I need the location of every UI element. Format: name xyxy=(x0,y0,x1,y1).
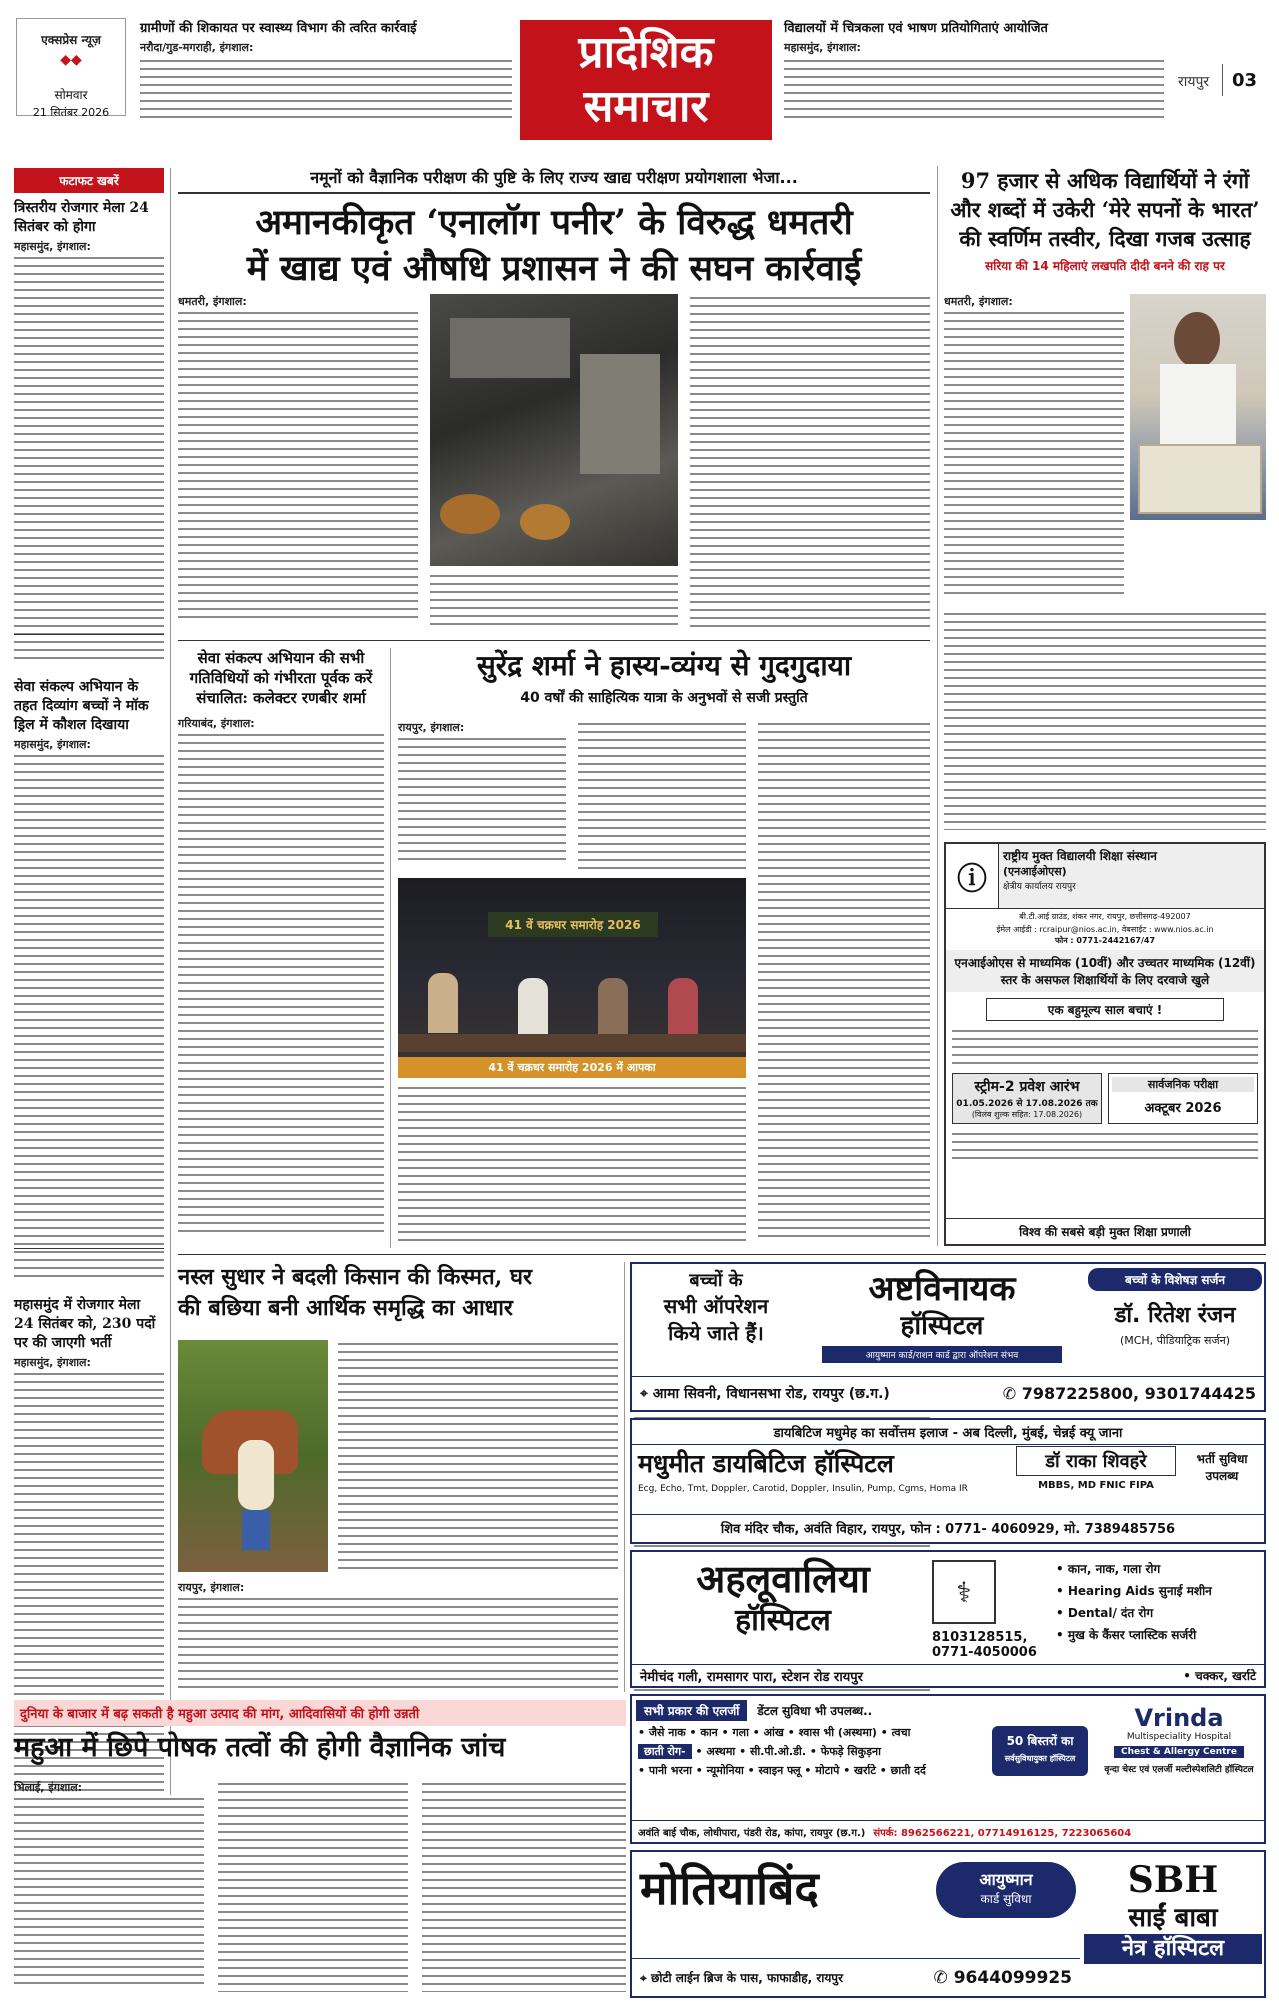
brand-box xyxy=(16,18,126,119)
top-left-story-body xyxy=(140,57,512,121)
mahua-kicker: दुनिया के बाजार में बढ़ सकती है महुआ उत्पाद की मांग, आदिवासियों की होगी उन्नती xyxy=(14,1700,626,1726)
ashtavinayak-phones: ✆ 7987225800, 9301744425 xyxy=(1002,1384,1256,1403)
student-photo xyxy=(1130,294,1266,520)
top-right-story-title: विद्यालयों में चित्रकला एवं भाषण प्रतियोगिताएं आयोजित xyxy=(784,21,1048,36)
nios-title-abbr: (एनआईओएस) xyxy=(1003,865,1067,878)
mahua-dateline: भिलाई, इंगशाल: xyxy=(14,1781,83,1794)
student-col-1 xyxy=(944,294,1124,604)
ashtavinayak-name-line2: हॉस्पिटल xyxy=(900,1311,984,1341)
left-item-lead: महासमुंद, इंगशाल: xyxy=(14,738,91,751)
left-item-title: सेवा संकल्प अभियान के तहत दिव्यांग बच्चों ने मॉक ड्रिल में कौशल दिखाया xyxy=(14,679,149,733)
surendra-subhead: 40 वर्षों की साहित्यिक यात्रा के अनुभवों से सजी प्रस्तुति xyxy=(520,690,808,706)
surendra-photo xyxy=(398,878,746,1078)
surendra-body xyxy=(398,735,566,865)
surendra-body-cont3 xyxy=(758,720,930,1242)
nios-fineprint xyxy=(952,1130,1258,1164)
paneer-story xyxy=(178,166,930,636)
paneer-dateline: धमतरी, इंगशाल: xyxy=(178,295,247,308)
vrinda-chest-label: छाती रोग- xyxy=(638,1744,692,1759)
location-pin-icon: ⌖ xyxy=(640,1386,653,1402)
nios-exam-title: सार्वजनिक परीक्षा xyxy=(1112,1077,1254,1092)
vrinda-contact: संपर्क: 8962566221, 07714916125, 7223065604 xyxy=(873,1827,1132,1839)
seva-headline-line2: गतिविधियों को गंभीरता पूर्वक करें xyxy=(189,669,373,687)
top-right-story-body xyxy=(784,57,1164,121)
nios-body xyxy=(952,1027,1258,1067)
farmer-body-cont xyxy=(178,1595,618,1689)
nios-exam-month: अक्टूबर 2026 xyxy=(1144,1101,1222,1116)
ashtavinayak-ad xyxy=(630,1262,1266,1412)
sai-baba-brand xyxy=(1084,1858,1262,1964)
madhumeet-name: मधुमीत डायबिटिज हॉस्पिटल xyxy=(638,1449,894,1478)
mahua-col-3 xyxy=(422,1780,626,1992)
ashtavinayak-name-line1: अष्टविनायक xyxy=(868,1269,1016,1309)
nios-address: बी.टी.आई ग्राउंड, शंकर नगर, रायपुर, छत्तीसगढ़-492007 xyxy=(1019,912,1191,921)
ashtavinayak-left xyxy=(636,1268,796,1372)
vrinda-chest-clinic: Chest & Allergy Centre xyxy=(1114,1746,1244,1758)
surendra-col-2 xyxy=(578,720,746,870)
farmer-col-3 xyxy=(178,1580,618,1690)
madhumeet-top: डायबिटिज मधुमेह का सर्वोत्तम इलाज - अब दिल्ली, मुंबई, चेन्नई क्यू जाना xyxy=(632,1420,1264,1445)
nios-headline: एनआईओएस से माध्यमिक (10वीं) और उच्चतर माध्यमिक (12वीं) स्तर के असफल शिक्षार्थियों के लिए दरवाजे खुले xyxy=(946,950,1264,992)
paneer-body xyxy=(178,309,418,624)
mahua-story xyxy=(14,1700,626,2000)
farmer-headline-line2: की बछिया बनी आर्थिक समृद्धि का आधार xyxy=(178,1295,513,1321)
seva-story xyxy=(178,648,384,1248)
ashtavinayak-doctor-name: डॉ. रितेश रंजन xyxy=(1114,1303,1236,1328)
student-headline-line1: 97 हजार से अधिक विद्यार्थियों ने रंगों xyxy=(960,168,1250,193)
vrinda-allergy: सभी प्रकार की एलर्जी xyxy=(636,1700,747,1721)
mahua-col-2 xyxy=(218,1780,408,1992)
left-item-lead: महासमुंद, इंगशाल: xyxy=(14,240,91,253)
ashtavinayak-left-line3: किये जाते हैं। xyxy=(668,1321,764,1345)
ahluwalia-ad xyxy=(630,1550,1266,1688)
ahluwalia-logo: ⚕ xyxy=(932,1560,996,1624)
madhumeet-address: शिव मंदिर चौक, अवंति विहार, रायपुर, फोन : 0771- 4060929, मो. 7389485756 xyxy=(632,1514,1264,1537)
student-dateline: धमतरी, इंगशाल: xyxy=(944,295,1013,308)
sai-baba-ayushman-title: आयुष्मान xyxy=(979,1870,1033,1889)
sai-baba-ayushman xyxy=(936,1862,1076,1918)
nios-ad xyxy=(944,842,1266,1246)
farmer-body xyxy=(338,1340,618,1572)
left-item xyxy=(14,199,164,664)
surendra-col-3 xyxy=(398,1084,746,1242)
sai-baba-address: ⌖ छोटी लाईन ब्रिज के पास, फाफाडीह, रायपुर xyxy=(640,1971,844,1985)
student-headline-line2: और शब्दों में उकेरी ‘मेरे सपनों के भारत’ xyxy=(950,197,1260,222)
left-item xyxy=(14,678,164,1282)
farmer-photo xyxy=(178,1340,328,1572)
student-headline-line3: की स्वर्णिम तस्वीर, दिखा गजब उत्साह xyxy=(959,226,1251,251)
ahluwalia-name-block xyxy=(638,1556,928,1640)
paneer-headline-line2: में खाद्य एवं औषधि प्रशासन ने की सघन कार्रवाई xyxy=(246,248,862,289)
farmer-col-2 xyxy=(338,1340,618,1572)
surendra-dateline: रायपुर, इंगशाल: xyxy=(398,721,465,734)
paneer-photo-caption xyxy=(430,572,678,628)
surendra-photo-caption: 41 वें चक्रधर समारोह 2026 में आपका xyxy=(398,1057,746,1078)
ahluwalia-service: • मुख के कैंसर प्लास्टिक सर्जरी xyxy=(1056,1628,1197,1642)
ahluwalia-phones xyxy=(932,1630,1052,1660)
student-story xyxy=(944,166,1266,836)
left-item-body xyxy=(14,254,164,664)
left-column-header: फटाफट खबरें xyxy=(14,168,164,193)
ashtavinayak-degree: (MCH, पीडियाट्रिक सर्जन) xyxy=(1119,1334,1231,1347)
nios-email: ईमेल आईडी : rcraipur@nios.ac.in, वेबसाईट : www.nios.ac.in xyxy=(996,925,1214,934)
issue-date: 21 सितंबर 2026 xyxy=(32,106,110,119)
left-item-title: महासमुंद में रोजगार मेला 24 सितंबर को, 230 पदों पर की जाएगी भर्ती xyxy=(14,1297,156,1351)
vrinda-dental: डेंटल सुविधा भी उपलब्ध.. xyxy=(757,1704,873,1718)
sai-baba-name-line2: नेत्र हॉस्पिटल xyxy=(1084,1934,1262,1964)
nios-stream-late: (विलंब शुल्क सहित: 17.08.2026) xyxy=(971,1110,1083,1119)
madhumeet-name-block xyxy=(638,1446,1008,1494)
nios-stream: स्ट्रीम-2 प्रवेश आरंभ xyxy=(974,1079,1080,1095)
mahua-col-1 xyxy=(14,1780,204,1992)
farmer-headline-line1: नस्ल सुधार ने बदली किसान की किस्मत, घर xyxy=(178,1264,532,1290)
mahua-headline: महुआ में छिपे पोषक तत्वों की होगी वैज्ञानिक जांच xyxy=(14,1732,506,1763)
mahua-body-cont2 xyxy=(422,1780,626,1992)
paneer-kicker: नमूनों को वैज्ञानिक परीक्षण की पुष्टि के लिए राज्य खाद्य परीक्षण प्रयोगशाला भेजा... xyxy=(178,166,930,194)
surendra-body-cont xyxy=(578,720,746,870)
top-right-story-lead: महासमुंद, इंगशाल: xyxy=(784,41,861,54)
ahluwalia-service: • कान, नाक, गला रोग xyxy=(1056,1562,1161,1576)
mahua-body-cont xyxy=(218,1780,408,1992)
sai-baba-footer xyxy=(632,1958,1080,1996)
ashtavinayak-name xyxy=(802,1268,1082,1367)
surendra-headline: सुरेंद्र शर्मा ने हास्य-व्यंग्य से गुदगुदाया xyxy=(476,649,852,682)
top-right-story xyxy=(784,18,1164,128)
vrinda-items: • जैसे नाक • कान • गला • आंख • श्वास भी (अस्थमा) • त्वचा xyxy=(638,1726,911,1739)
student-col-wide xyxy=(944,610,1266,830)
nios-stream-dates: 01.05.2026 से 17.08.2026 तक xyxy=(956,1099,1098,1109)
surendra-col-4 xyxy=(758,720,930,1242)
vrinda-name: Vrinda xyxy=(1134,1704,1224,1732)
sai-baba-ayushman-sub: कार्ड सुविधा xyxy=(980,1892,1032,1906)
sai-baba-logo: SBH xyxy=(1127,1859,1219,1901)
ashtavinayak-left-line1: बच्चों के xyxy=(689,1270,743,1291)
paneer-headline xyxy=(178,200,930,292)
vrinda-footer xyxy=(632,1820,1264,1842)
left-item-lead: महासमुंद, इंगशाल: xyxy=(14,1356,91,1369)
location-pin-icon: ⌖ xyxy=(640,1971,651,1985)
ashtavinayak-address: ⌖ आमा सिवनी, विधानसभा रोड, रायपुर (छ.ग.) xyxy=(640,1386,890,1402)
sai-baba-title: मोतियाबिंद xyxy=(640,1861,819,1915)
vrinda-ad xyxy=(630,1694,1266,1844)
ahluwalia-name-line1: अहलूवालिया xyxy=(696,1556,870,1601)
madhumeet-doctor: डॉ राका शिवहरे xyxy=(1016,1446,1176,1476)
ashtavinayak-footer xyxy=(632,1376,1264,1410)
sai-baba-phone: ✆ 9644099925 xyxy=(933,1967,1072,1988)
top-left-story-title: ग्रामीणों की शिकायत पर स्वास्थ्य विभाग की त्वरित कार्रवाई xyxy=(140,21,417,36)
madhumeet-services: Ecg, Echo, Tmt, Doppler, Carotid, Doppler, Insulin, Pump, Cgms, Homa IR xyxy=(638,1484,968,1494)
phone-icon: ✆ xyxy=(1002,1384,1022,1403)
ahluwalia-service: • Dental/ दंत रोग xyxy=(1056,1606,1154,1620)
brand-mark: ◆◆ xyxy=(60,52,82,68)
farmer-headline xyxy=(178,1262,618,1324)
ahluwalia-phone2: 0771-4050006 xyxy=(932,1645,1037,1660)
sai-baba-ad xyxy=(630,1850,1266,1998)
section-title-box xyxy=(520,20,772,140)
left-column xyxy=(14,168,164,1833)
seva-dateline: गरियाबंद, इंगशाल: xyxy=(178,717,255,730)
mahua-body xyxy=(14,1795,204,1989)
madhumeet-doctor-block xyxy=(1016,1446,1176,1491)
ahluwalia-services xyxy=(1056,1558,1262,1646)
vrinda-address: अवंति बाई चौक, लोधीपारा, पंडरी रोड, कांपा, रायपुर (छ.ग.) xyxy=(638,1827,866,1839)
vrinda-name-sub: Multispeciality Hospital xyxy=(1126,1732,1232,1742)
page-divider xyxy=(1222,64,1223,96)
nios-header xyxy=(946,844,1264,909)
student-body xyxy=(944,309,1124,599)
nios-footer: विश्व की सबसे बड़ी मुक्त शिक्षा प्रणाली xyxy=(946,1218,1264,1244)
phone-icon: ✆ xyxy=(933,1967,954,1988)
nios-exam-box xyxy=(1108,1073,1258,1124)
ashtavinayak-specialist: बच्चों के विशेषज्ञ सर्जन xyxy=(1088,1268,1262,1291)
ahluwalia-name-line2: हॉस्पिटल xyxy=(735,1603,831,1638)
ashtavinayak-left-line2: सभी ऑपरेशन xyxy=(663,1294,769,1318)
madhumeet-degree: MBBS, MD FNIC FIPA xyxy=(1038,1480,1154,1491)
nios-office: क्षेत्रीय कार्यालय रायपुर xyxy=(1003,882,1076,892)
student-headline xyxy=(944,166,1266,253)
surendra-story xyxy=(398,648,930,1248)
nios-phone: फोन : 0771-2442167/47 xyxy=(1054,936,1156,945)
vrinda-beds xyxy=(992,1726,1088,1776)
paneer-photo xyxy=(430,294,678,566)
nios-stream-box xyxy=(952,1073,1102,1124)
vrinda-beds-sub: सर्वसुविधायुक्त हॉस्पिटल xyxy=(1004,1754,1076,1763)
nios-logo: ⓘ xyxy=(946,844,999,908)
brand-name: एक्सप्रेस न्यूज़ xyxy=(41,33,101,47)
ashtavinayak-doctor xyxy=(1088,1268,1262,1348)
madhumeet-ad xyxy=(630,1418,1266,1544)
page-number: 03 xyxy=(1232,70,1258,91)
student-body-cont xyxy=(944,610,1266,830)
paneer-headline-line1: अमानकीकृत ‘एनालॉग पनीर’ के विरुद्ध धमतरी xyxy=(255,202,853,243)
paneer-col-3 xyxy=(690,294,930,629)
ahluwalia-service: • Hearing Aids सुनाई मशीन xyxy=(1056,1584,1212,1598)
nios-title: राष्ट्रीय मुक्त विद्यालयी शिक्षा संस्थान xyxy=(1003,849,1157,863)
section-title: प्रादेशिक समाचार xyxy=(578,27,714,132)
sai-baba-name-line1: साईं बाबा xyxy=(1128,1903,1218,1933)
surendra-photo-banner: 41 वें चक्रधर समारोह 2026 xyxy=(488,912,658,937)
left-item-title: त्रिस्तरीय रोजगार मेला 24 सितंबर को होगा xyxy=(14,200,149,235)
paneer-body-cont xyxy=(690,294,930,629)
vrinda-hindi-name: वृन्दा चेस्ट एवं एलर्जी मल्टीस्पेशलिटी हॉस्पिटल xyxy=(1104,1765,1254,1775)
surendra-body-cont2 xyxy=(398,1084,746,1242)
seva-headline-line3: संचालित: कलेक्टर रणबीर शर्मा xyxy=(196,689,366,707)
left-item-body xyxy=(14,752,164,1282)
masthead xyxy=(0,0,1279,150)
ahluwalia-footer xyxy=(632,1664,1264,1686)
issue-day: सोमवार xyxy=(54,88,88,102)
ahluwalia-address-tail: • चक्कर, खर्राटे xyxy=(1183,1669,1256,1683)
student-subhead: सरिया की 14 महिलाएं लखपति दीदी बनने की राह पर xyxy=(985,259,1225,273)
nios-banner: एक बहुमूल्य साल बचाएं ! xyxy=(986,998,1224,1021)
seva-headline-line1: सेवा संकल्प अभियान की सभी xyxy=(197,649,365,667)
top-left-story xyxy=(140,18,512,128)
top-left-story-lead: नरौदा/गुड-मगराही, इंगशाल: xyxy=(140,41,254,54)
madhumeet-admit: भर्ती सुविधा उपलब्ध xyxy=(1196,1452,1248,1483)
paneer-col-1 xyxy=(178,294,418,629)
vrinda-beds-title: 50 बिस्तरों का xyxy=(1006,1734,1074,1748)
seva-headline xyxy=(178,648,384,708)
vrinda-misc: • पानी भरना • न्यूमोनिया • स्वाइन फ्लू • मोटापे • खर्राटे • छाती दर्द xyxy=(638,1764,926,1777)
vrinda-chest-items: • अस्थमा • सी.पी.ओ.डी. • फेफड़े सिकुड़ना xyxy=(695,1745,881,1758)
farmer-dateline: रायपुर, इंगशाल: xyxy=(178,1581,245,1594)
seva-body xyxy=(178,731,384,1236)
surendra-col-1 xyxy=(398,720,566,870)
ahluwalia-phone1: 8103128515, xyxy=(932,1630,1028,1645)
ahluwalia-address: नेमीचंद गली, रामसागर पारा, स्टेशन रोड रायपुर xyxy=(640,1669,863,1685)
vrinda-brand xyxy=(1096,1704,1262,1775)
city-label: रायपुर xyxy=(1178,74,1210,90)
ashtavinayak-tag: आयुष्मान कार्ड/राशन कार्ड द्वारा ऑपरेशन संभव xyxy=(822,1346,1062,1363)
